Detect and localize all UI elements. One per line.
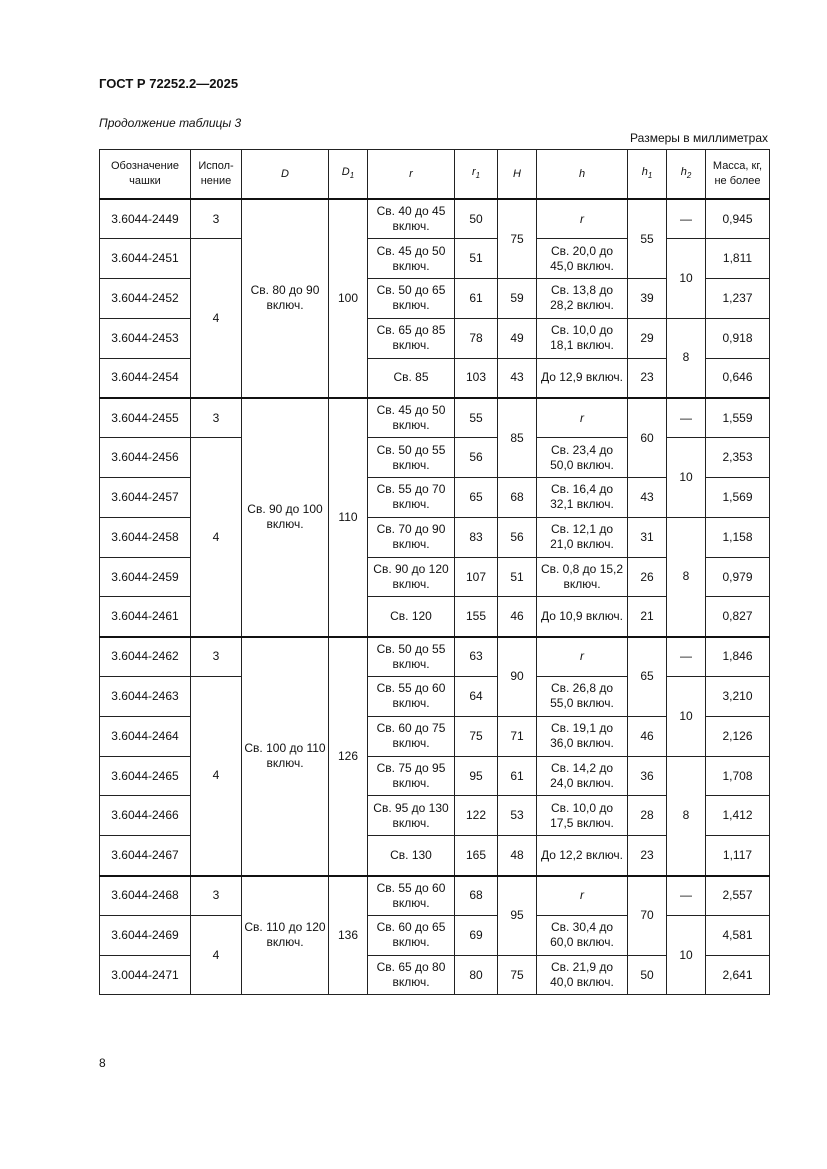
cell-r: Св. 85 xyxy=(368,358,455,398)
cell-h: До 10,9 включ. xyxy=(537,597,628,637)
col-D: D xyxy=(242,150,329,200)
cell-code: 3.6044-2467 xyxy=(100,836,191,876)
cell-h1: 39 xyxy=(628,279,667,319)
cell-code: 3.6044-2468 xyxy=(100,876,191,916)
cell-h: Св. 14,2 до 24,0 включ. xyxy=(537,756,628,796)
cell-code: 3.6044-2455 xyxy=(100,398,191,438)
cell-H: 75 xyxy=(498,955,537,995)
cell-h: Св. 20,0 до 45,0 включ. xyxy=(537,239,628,279)
cell-mass: 3,210 xyxy=(706,677,770,717)
cell-mass: 1,117 xyxy=(706,836,770,876)
cell-h1: 43 xyxy=(628,478,667,518)
cell-h1: 46 xyxy=(628,716,667,756)
cell-r1: 165 xyxy=(455,836,498,876)
cell-r: Св. 50 до 55 включ. xyxy=(368,438,455,478)
cell-r1: 75 xyxy=(455,716,498,756)
cell-h1: 70 xyxy=(628,876,667,956)
cell-r: Св. 65 до 85 включ. xyxy=(368,318,455,358)
cell-r1: 65 xyxy=(455,478,498,518)
cell-mass: 0,979 xyxy=(706,557,770,597)
cell-mass: 0,827 xyxy=(706,597,770,637)
cell-mass: 0,646 xyxy=(706,358,770,398)
cell-code: 3.6044-2462 xyxy=(100,637,191,677)
cell-code: 3.6044-2454 xyxy=(100,358,191,398)
cell-r1: 155 xyxy=(455,597,498,637)
table-row xyxy=(100,876,770,916)
col-D1: $D_1$ xyxy=(329,150,368,200)
cell-h: Св. 26,8 до 55,0 включ. xyxy=(537,677,628,717)
cell-r1: 69 xyxy=(455,915,498,955)
cell-H: 61 xyxy=(498,756,537,796)
cell-r1: 50 xyxy=(455,199,498,239)
cell-code: 3.6044-2469 xyxy=(100,915,191,955)
cell-h1: 60 xyxy=(628,398,667,478)
col-H: H xyxy=(498,150,537,200)
cell-h1: 55 xyxy=(628,199,667,279)
cell-r: Св. 45 до 50 включ. xyxy=(368,239,455,279)
cell-h: Св. 10,0 до 18,1 включ. xyxy=(537,318,628,358)
cell-r1: 64 xyxy=(455,677,498,717)
cell-h: r xyxy=(537,199,628,239)
cell-h: До 12,2 включ. xyxy=(537,836,628,876)
col-designation: Обозначение чашки xyxy=(100,150,191,200)
cell-r: Св. 55 до 60 включ. xyxy=(368,677,455,717)
cell-code: 3.6044-2453 xyxy=(100,318,191,358)
cell-mass: 1,559 xyxy=(706,398,770,438)
cell-H: 46 xyxy=(498,597,537,637)
cell-code: 3.6044-2466 xyxy=(100,796,191,836)
cell-mass: 2,353 xyxy=(706,438,770,478)
col-mass: Масса, кг, не более xyxy=(706,150,770,200)
cell-h2: 10 xyxy=(667,239,706,319)
table-row xyxy=(100,398,770,438)
cell-version: 3 xyxy=(191,199,242,239)
cell-H: 95 xyxy=(498,876,537,956)
cell-code: 3.6044-2461 xyxy=(100,597,191,637)
cell-code: 3.6044-2465 xyxy=(100,756,191,796)
cell-code: 3.6044-2457 xyxy=(100,478,191,518)
cell-h: r xyxy=(537,398,628,438)
cell-r1: 78 xyxy=(455,318,498,358)
cell-h2: — xyxy=(667,637,706,677)
cell-r: Св. 120 xyxy=(368,597,455,637)
cell-h: Св. 19,1 до 36,0 включ. xyxy=(537,716,628,756)
cell-mass: 1,158 xyxy=(706,517,770,557)
cell-mass: 2,126 xyxy=(706,716,770,756)
cell-H: 49 xyxy=(498,318,537,358)
page-number: 8 xyxy=(99,1056,106,1070)
col-h2: $h_2$ xyxy=(667,150,706,200)
cell-r: Св. 70 до 90 включ. xyxy=(368,517,455,557)
col-h1: $h_1$ xyxy=(628,150,667,200)
table-row xyxy=(100,915,770,955)
cell-h1: 31 xyxy=(628,517,667,557)
cell-D: Св. 80 до 90 включ. xyxy=(242,199,329,398)
cell-r: Св. 130 xyxy=(368,836,455,876)
cell-mass: 4,581 xyxy=(706,915,770,955)
cell-H: 56 xyxy=(498,517,537,557)
cell-r: Св. 60 до 75 включ. xyxy=(368,716,455,756)
cell-r1: 95 xyxy=(455,756,498,796)
cell-code: 3.6044-2464 xyxy=(100,716,191,756)
table-header-row xyxy=(100,150,770,200)
cell-mass: 1,811 xyxy=(706,239,770,279)
cell-D: Св. 90 до 100 включ. xyxy=(242,398,329,637)
cell-code: 3.6044-2463 xyxy=(100,677,191,717)
cell-h: Св. 23,4 до 50,0 включ. xyxy=(537,438,628,478)
cell-h: Св. 13,8 до 28,2 включ. xyxy=(537,279,628,319)
cell-mass: 1,412 xyxy=(706,796,770,836)
cell-h1: 28 xyxy=(628,796,667,836)
cell-r1: 51 xyxy=(455,239,498,279)
cell-D1: 110 xyxy=(329,398,368,637)
cell-H: 59 xyxy=(498,279,537,319)
cell-h2: 8 xyxy=(667,318,706,398)
cell-h: Св. 21,9 до 40,0 включ. xyxy=(537,955,628,995)
table-row xyxy=(100,637,770,677)
cell-version: 3 xyxy=(191,876,242,916)
cell-h1: 50 xyxy=(628,955,667,995)
cell-h: r xyxy=(537,876,628,916)
cell-r1: 68 xyxy=(455,876,498,916)
cell-H: 68 xyxy=(498,478,537,518)
cell-h1: 29 xyxy=(628,318,667,358)
table-row xyxy=(100,438,770,478)
cell-version: 4 xyxy=(191,915,242,995)
cell-r: Св. 75 до 95 включ. xyxy=(368,756,455,796)
cell-h1: 26 xyxy=(628,557,667,597)
cell-h2: — xyxy=(667,199,706,239)
standard-header: ГОСТ Р 72252.2—2025 xyxy=(99,76,239,91)
cell-mass: 1,237 xyxy=(706,279,770,319)
cell-h1: 36 xyxy=(628,756,667,796)
cell-D1: 100 xyxy=(329,199,368,398)
cell-H: 51 xyxy=(498,557,537,597)
cell-h2: — xyxy=(667,876,706,916)
cell-version: 4 xyxy=(191,438,242,637)
cell-h2: 10 xyxy=(667,438,706,518)
cell-H: 85 xyxy=(498,398,537,478)
cell-r: Св. 55 до 60 включ. xyxy=(368,876,455,916)
cell-h2: — xyxy=(667,398,706,438)
cell-r: Св. 40 до 45 включ. xyxy=(368,199,455,239)
cell-r1: 80 xyxy=(455,955,498,995)
cell-H: 48 xyxy=(498,836,537,876)
cell-r: Св. 90 до 120 включ. xyxy=(368,557,455,597)
cell-r: Св. 45 до 50 включ. xyxy=(368,398,455,438)
cell-r1: 55 xyxy=(455,398,498,438)
cell-mass: 2,641 xyxy=(706,955,770,995)
cell-h1: 23 xyxy=(628,836,667,876)
cell-mass: 1,846 xyxy=(706,637,770,677)
cell-h: Св. 16,4 до 32,1 включ. xyxy=(537,478,628,518)
cell-r: Св. 50 до 55 включ. xyxy=(368,637,455,677)
cell-h1: 21 xyxy=(628,597,667,637)
cell-h: До 12,9 включ. xyxy=(537,358,628,398)
cell-r: Св. 60 до 65 включ. xyxy=(368,915,455,955)
cell-D1: 136 xyxy=(329,876,368,995)
cell-r: Св. 95 до 130 включ. xyxy=(368,796,455,836)
col-version: Испол-нение xyxy=(191,150,242,200)
cell-H: 75 xyxy=(498,199,537,279)
cell-code: 3.6044-2459 xyxy=(100,557,191,597)
cell-mass: 1,569 xyxy=(706,478,770,518)
cell-H: 90 xyxy=(498,637,537,717)
cell-h1: 65 xyxy=(628,637,667,717)
dimensions-table xyxy=(99,149,770,995)
table-row xyxy=(100,677,770,717)
cell-version: 3 xyxy=(191,398,242,438)
table-row xyxy=(100,239,770,279)
cell-H: 53 xyxy=(498,796,537,836)
cell-code: 3.0044-2471 xyxy=(100,955,191,995)
cell-code: 3.6044-2458 xyxy=(100,517,191,557)
cell-h2: 10 xyxy=(667,677,706,757)
cell-r: Св. 65 до 80 включ. xyxy=(368,955,455,995)
cell-mass: 0,945 xyxy=(706,199,770,239)
col-r: r xyxy=(368,150,455,200)
cell-h2: 8 xyxy=(667,756,706,875)
cell-h: Св. 0,8 до 15,2 включ. xyxy=(537,557,628,597)
cell-version: 3 xyxy=(191,637,242,677)
units-note: Размеры в миллиметрах xyxy=(630,131,768,145)
cell-D1: 126 xyxy=(329,637,368,876)
table-continuation-caption: Продолжение таблицы 3 xyxy=(99,116,242,130)
col-h: h xyxy=(537,150,628,200)
cell-r1: 103 xyxy=(455,358,498,398)
cell-D: Св. 100 до 110 включ. xyxy=(242,637,329,876)
cell-r1: 56 xyxy=(455,438,498,478)
cell-mass: 0,918 xyxy=(706,318,770,358)
col-r1: $r_1$ xyxy=(455,150,498,200)
cell-mass: 2,557 xyxy=(706,876,770,916)
cell-h2: 10 xyxy=(667,915,706,995)
cell-r: Св. 50 до 65 включ. xyxy=(368,279,455,319)
cell-h1: 23 xyxy=(628,358,667,398)
cell-code: 3.6044-2452 xyxy=(100,279,191,319)
cell-version: 4 xyxy=(191,239,242,398)
cell-H: 43 xyxy=(498,358,537,398)
cell-version: 4 xyxy=(191,677,242,876)
cell-h: r xyxy=(537,637,628,677)
cell-h: Св. 12,1 до 21,0 включ. xyxy=(537,517,628,557)
cell-r1: 122 xyxy=(455,796,498,836)
cell-H: 71 xyxy=(498,716,537,756)
cell-h: Св. 30,4 до 60,0 включ. xyxy=(537,915,628,955)
cell-mass: 1,708 xyxy=(706,756,770,796)
cell-r: Св. 55 до 70 включ. xyxy=(368,478,455,518)
cell-h2: 8 xyxy=(667,517,706,636)
cell-code: 3.6044-2456 xyxy=(100,438,191,478)
table-row xyxy=(100,199,770,239)
cell-r1: 107 xyxy=(455,557,498,597)
cell-D: Св. 110 до 120 включ. xyxy=(242,876,329,995)
cell-r1: 83 xyxy=(455,517,498,557)
cell-r1: 63 xyxy=(455,637,498,677)
cell-code: 3.6044-2451 xyxy=(100,239,191,279)
cell-r1: 61 xyxy=(455,279,498,319)
cell-h: Св. 10,0 до 17,5 включ. xyxy=(537,796,628,836)
cell-code: 3.6044-2449 xyxy=(100,199,191,239)
